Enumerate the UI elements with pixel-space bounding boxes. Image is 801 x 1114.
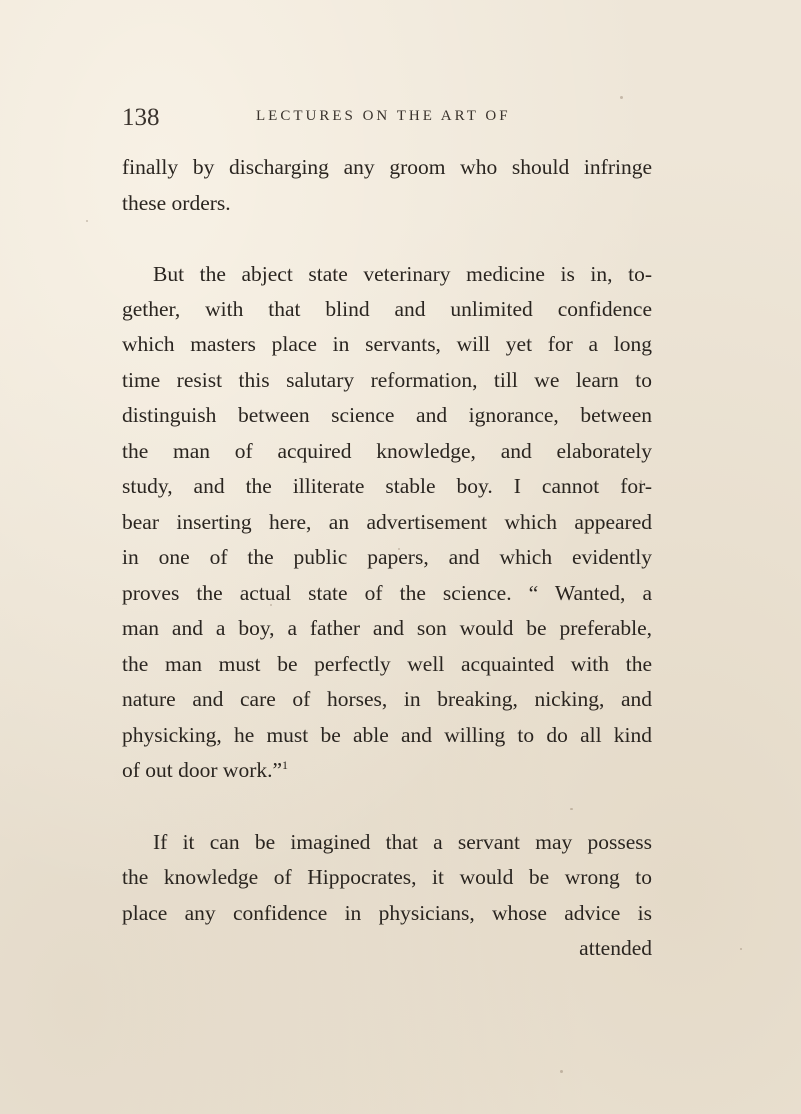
running-head: LECTURES ON THE ART OF xyxy=(256,108,511,124)
text-line: gether, with that blind and unlimited confidence xyxy=(122,297,652,321)
footnote-marker: 1 xyxy=(282,757,289,772)
text-line: distinguish between science and ignorance, between xyxy=(122,403,652,427)
text-line-content: of out door work.” xyxy=(122,758,283,782)
text-line: the man must be perfectly well acquainted with the xyxy=(122,652,652,676)
page-header xyxy=(122,104,682,134)
text-line: But the abject state veterinary medicine is in, to- xyxy=(153,262,652,286)
text-line: nature and care of horses, in breaking, nicking, and xyxy=(122,687,652,711)
text-line: bear inserting here, an advertisement which appeared xyxy=(122,510,652,534)
text-line: proves the actual state of the science. “ Wanted, a xyxy=(122,581,652,605)
text-line: which masters place in servants, will yet for a long xyxy=(122,332,652,356)
text-line: If it can be imagined that a servant may possess xyxy=(153,830,652,854)
text-line: place any confidence in physicians, whose advice is xyxy=(122,901,652,925)
text-line: physicking, he must be able and willing to do all kind xyxy=(122,723,652,747)
text-line-last xyxy=(122,757,652,782)
text-line: the knowledge of Hippocrates, it would be wrong to xyxy=(122,865,652,889)
text-line: time resist this salutary reformation, till we learn to xyxy=(122,368,652,392)
text-line: finally by discharging any groom who should infringe xyxy=(122,155,652,179)
page-number: 138 xyxy=(122,104,160,131)
text-line: the man of acquired knowledge, and elaborately xyxy=(122,439,652,463)
text-line: study, and the illiterate stable boy. I cannot for- xyxy=(122,474,652,498)
text-line: these orders. xyxy=(122,191,231,215)
catchword: attended xyxy=(579,936,652,960)
text-line: in one of the public papers, and which evidently xyxy=(122,545,652,569)
text-line: man and a boy, a father and son would be preferable, xyxy=(122,616,652,640)
